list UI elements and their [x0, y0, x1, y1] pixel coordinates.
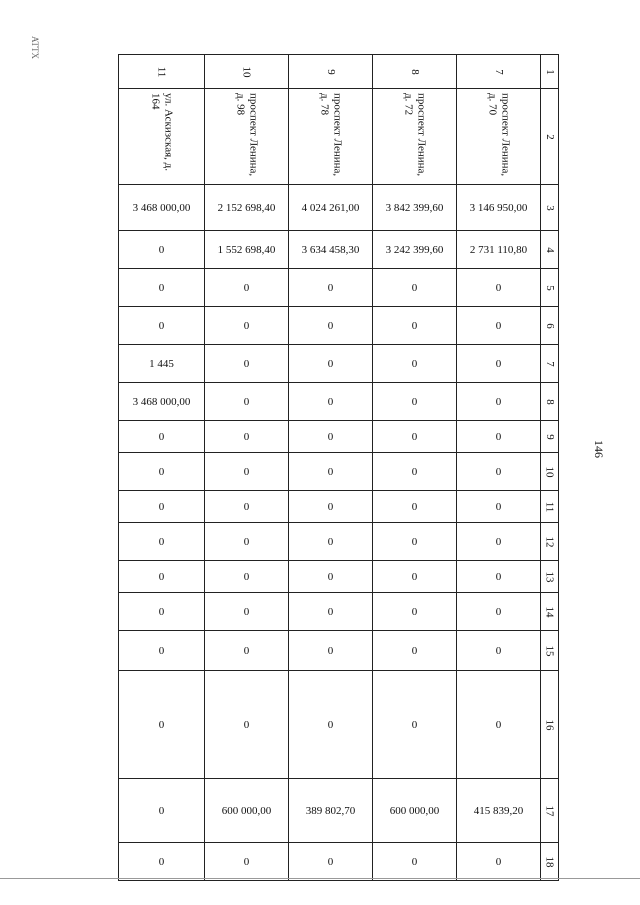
value-cell: 0 — [457, 593, 541, 631]
column-number: 7 — [492, 68, 505, 75]
address-text: проспект Ленина, д. 70 — [486, 93, 512, 177]
row-index: 5 — [543, 284, 556, 291]
address-text: проспект Ленина, д. 72 — [402, 93, 428, 177]
value-cell: 0 — [205, 269, 289, 307]
value-cell: 0 — [289, 843, 373, 881]
row-index: 6 — [543, 322, 556, 329]
address-cell — [457, 89, 541, 185]
row-index: 13 — [543, 571, 556, 582]
value-cell: 0 — [205, 345, 289, 383]
column-number: 10 — [240, 66, 253, 77]
column-number-cell — [119, 55, 205, 89]
value-cell: 0 — [205, 631, 289, 671]
column-number: 11 — [155, 66, 168, 77]
value-cell: 0 — [119, 421, 205, 453]
value-cell: 0 — [119, 491, 205, 523]
table-row — [119, 593, 559, 631]
value-cell: 0 — [205, 523, 289, 561]
value-cell: 0 — [205, 307, 289, 345]
row-index: 9 — [543, 433, 556, 440]
value-cell: 0 — [373, 631, 457, 671]
row-index: 10 — [543, 466, 556, 477]
row-index-cell — [541, 269, 559, 307]
value-cell: 0 — [205, 561, 289, 593]
value-cell: 0 — [119, 453, 205, 491]
table-row — [119, 421, 559, 453]
table-row — [119, 383, 559, 421]
column-number-row — [119, 55, 559, 89]
row-index-cell — [541, 671, 559, 779]
value-cell: 0 — [373, 453, 457, 491]
value-cell: 0 — [457, 843, 541, 881]
value-cell: 0 — [289, 631, 373, 671]
value-cell: 0 — [373, 523, 457, 561]
row-index-cell — [541, 307, 559, 345]
row-index-cell — [541, 89, 559, 185]
row-index-cell — [541, 779, 559, 843]
row-index-cell — [541, 593, 559, 631]
value-cell: 0 — [289, 593, 373, 631]
value-cell: 0 — [373, 491, 457, 523]
value-cell: 0 — [119, 843, 205, 881]
value-cell: 0 — [373, 383, 457, 421]
value-cell: 0 — [457, 383, 541, 421]
value-cell: 0 — [457, 631, 541, 671]
table-row — [119, 561, 559, 593]
value-cell: 0 — [205, 843, 289, 881]
row-index: 3 — [543, 204, 556, 211]
page-bottom-rule — [0, 878, 640, 879]
value-cell: 0 — [289, 421, 373, 453]
value-cell: 0 — [119, 269, 205, 307]
value-cell: 0 — [119, 561, 205, 593]
value-cell: 0 — [373, 307, 457, 345]
table-row — [119, 671, 559, 779]
row-index: 4 — [543, 246, 556, 253]
value-cell: 0 — [119, 779, 205, 843]
row-index: 16 — [543, 719, 556, 730]
address-cell — [205, 89, 289, 185]
row-index-cell — [541, 345, 559, 383]
value-cell: 0 — [289, 491, 373, 523]
row-index-cell — [541, 491, 559, 523]
value-cell: 0 — [457, 523, 541, 561]
value-cell: 0 — [457, 491, 541, 523]
value-cell: 389 802,70 — [289, 779, 373, 843]
value-cell: 3 146 950,00 — [457, 185, 541, 231]
value-cell: 0 — [205, 383, 289, 421]
value-cell: 0 — [289, 345, 373, 383]
value-cell: 0 — [205, 453, 289, 491]
value-cell: 0 — [373, 269, 457, 307]
row-index-cell — [541, 231, 559, 269]
value-cell: 0 — [457, 345, 541, 383]
value-cell: 0 — [205, 491, 289, 523]
value-cell: 0 — [373, 843, 457, 881]
value-cell: 0 — [119, 523, 205, 561]
table-row — [119, 231, 559, 269]
column-number-cell — [205, 55, 289, 89]
value-cell: 0 — [457, 671, 541, 779]
column-number-cell — [373, 55, 457, 89]
value-cell: 0 — [289, 523, 373, 561]
value-cell: 0 — [373, 561, 457, 593]
table-row — [119, 307, 559, 345]
value-cell: 0 — [457, 453, 541, 491]
table-row — [119, 491, 559, 523]
value-cell: 3 468 000,00 — [119, 383, 205, 421]
value-cell: 0 — [373, 421, 457, 453]
row-index-cell — [541, 421, 559, 453]
table-row — [119, 631, 559, 671]
value-cell: 0 — [457, 421, 541, 453]
row-index-cell — [541, 561, 559, 593]
value-cell: 1 552 698,40 — [205, 231, 289, 269]
row-index: 8 — [543, 398, 556, 405]
value-cell: 600 000,00 — [373, 779, 457, 843]
value-cell: 4 024 261,00 — [289, 185, 373, 231]
column-number-cell — [457, 55, 541, 89]
row-index-cell — [541, 523, 559, 561]
value-cell: 0 — [119, 593, 205, 631]
value-cell: 0 — [373, 593, 457, 631]
address-cell — [373, 89, 457, 185]
value-cell: 0 — [457, 561, 541, 593]
table-row — [119, 779, 559, 843]
address-text: проспект Ленина, д. 98 — [234, 93, 260, 177]
row-index-cell — [541, 631, 559, 671]
column-number-cell — [289, 55, 373, 89]
row-index: 11 — [543, 501, 556, 512]
table-row — [119, 185, 559, 231]
row-index: 18 — [543, 856, 556, 867]
value-cell: 0 — [119, 631, 205, 671]
address-text: ул. Аскизская, д. 164 — [149, 93, 175, 171]
table-row — [119, 345, 559, 383]
value-cell: 0 — [373, 671, 457, 779]
value-cell: 0 — [119, 671, 205, 779]
value-cell: 0 — [289, 269, 373, 307]
address-text: проспект Ленина, д. 78 — [318, 93, 344, 177]
value-cell: 0 — [373, 345, 457, 383]
data-table — [118, 54, 559, 881]
value-cell: 3 634 458,30 — [289, 231, 373, 269]
row-index-cell — [541, 453, 559, 491]
value-cell: 3 468 000,00 — [119, 185, 205, 231]
value-cell: 0 — [119, 307, 205, 345]
address-row — [119, 89, 559, 185]
column-number: 1 — [543, 68, 556, 75]
row-index: 15 — [543, 645, 556, 656]
column-number-cell — [541, 55, 559, 89]
row-index: 14 — [543, 606, 556, 617]
table-row — [119, 843, 559, 881]
value-cell: 3 842 399,60 — [373, 185, 457, 231]
value-cell: 0 — [289, 307, 373, 345]
value-cell: 2 152 698,40 — [205, 185, 289, 231]
value-cell: 0 — [205, 593, 289, 631]
value-cell: 3 242 399,60 — [373, 231, 457, 269]
value-cell: 0 — [205, 671, 289, 779]
value-cell: 0 — [289, 671, 373, 779]
value-cell: 1 445 — [119, 345, 205, 383]
row-index: 2 — [543, 133, 556, 140]
page-mark: ATTX — [30, 36, 40, 59]
value-cell: 415 839,20 — [457, 779, 541, 843]
value-cell: 0 — [457, 307, 541, 345]
value-cell: 0 — [205, 421, 289, 453]
row-index-cell — [541, 185, 559, 231]
row-index: 7 — [543, 360, 556, 367]
page-number: 146 — [592, 440, 606, 458]
address-cell — [119, 89, 205, 185]
value-cell: 0 — [457, 269, 541, 307]
row-index: 12 — [543, 536, 556, 547]
value-cell: 0 — [119, 231, 205, 269]
value-cell: 0 — [289, 453, 373, 491]
address-cell — [289, 89, 373, 185]
row-index-cell — [541, 383, 559, 421]
row-index-cell — [541, 843, 559, 881]
column-number: 9 — [324, 68, 337, 75]
table-row — [119, 269, 559, 307]
value-cell: 0 — [289, 561, 373, 593]
value-cell: 2 731 110,80 — [457, 231, 541, 269]
column-number: 8 — [408, 68, 421, 75]
table-row — [119, 453, 559, 491]
value-cell: 600 000,00 — [205, 779, 289, 843]
row-index: 17 — [543, 805, 556, 816]
table-row — [119, 523, 559, 561]
value-cell: 0 — [289, 383, 373, 421]
